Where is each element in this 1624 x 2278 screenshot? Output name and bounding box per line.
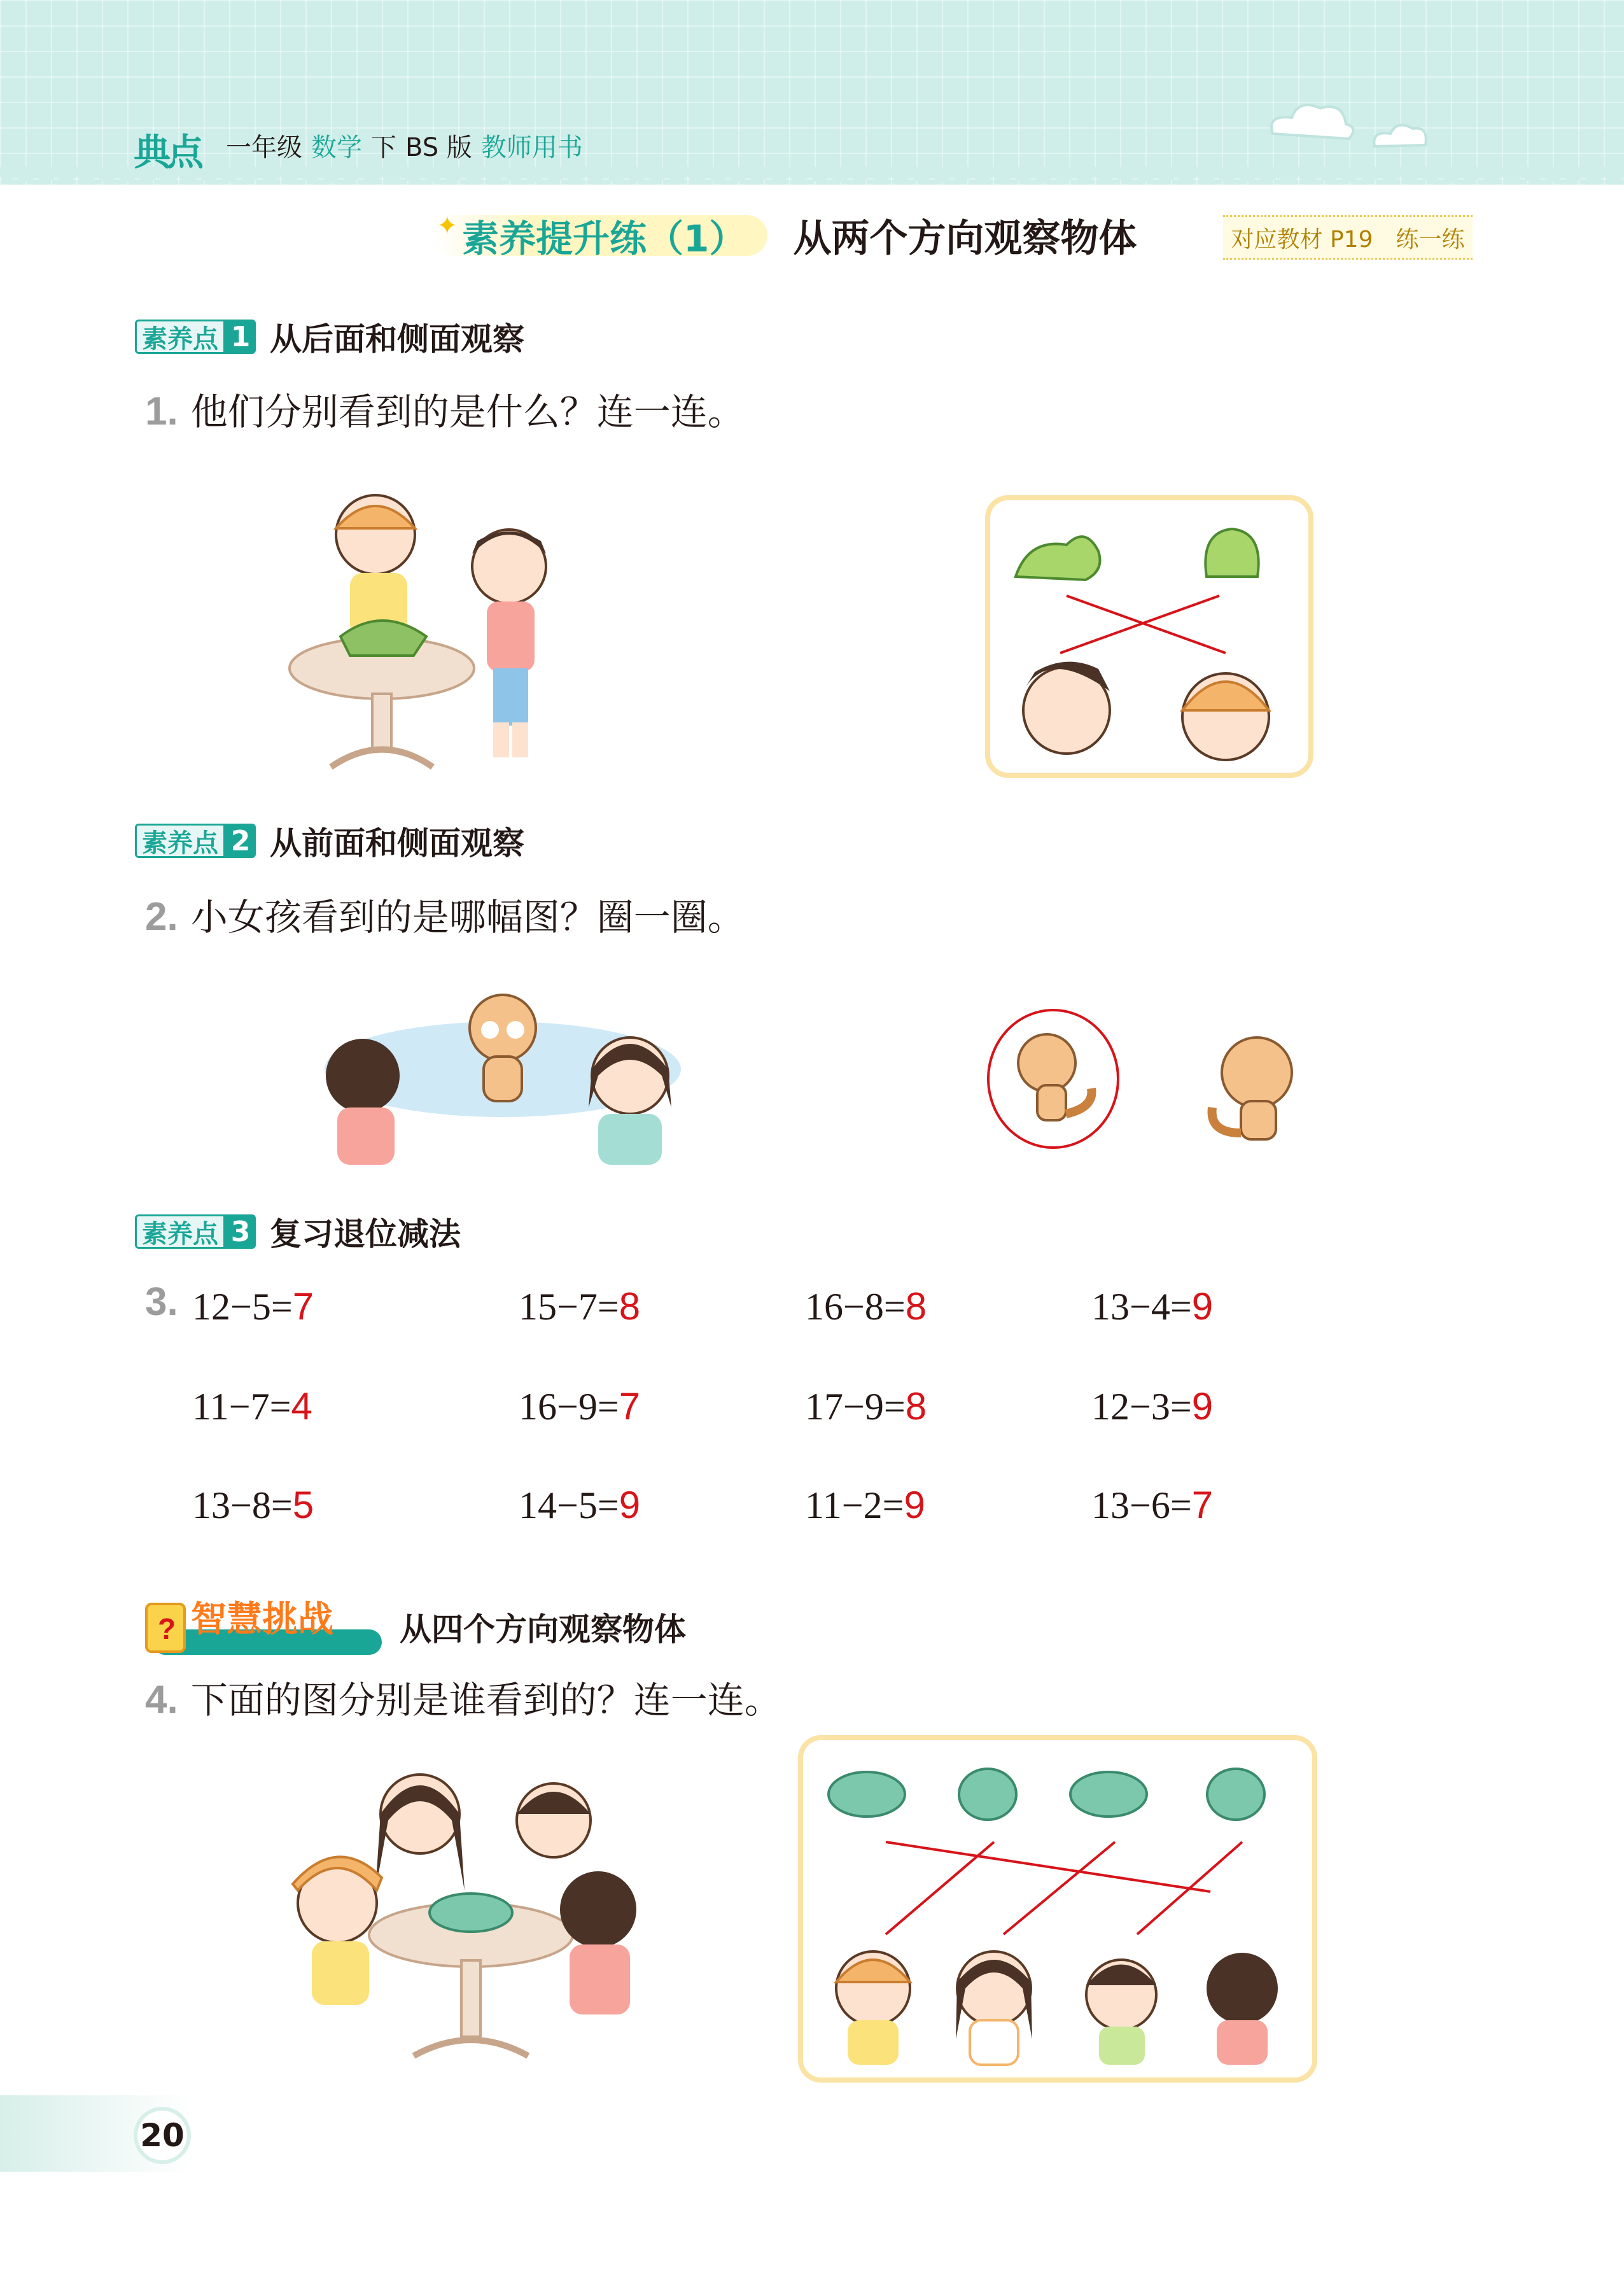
matching-panel-4-content — [803, 1740, 1312, 2078]
tag-label: 素养点 — [135, 1214, 225, 1249]
page-title — [433, 210, 1137, 261]
cloud-icon — [1260, 89, 1362, 153]
tag-number: 1 — [225, 320, 256, 354]
tag-text: 复习退位减法 — [270, 1216, 461, 1253]
challenge-badge-text: 智慧挑战 — [191, 1599, 333, 1640]
equation-expression: 13−6= — [1091, 1484, 1192, 1526]
tag-number: 2 — [225, 824, 256, 858]
equation-expression: 13−8= — [192, 1484, 293, 1526]
textbook-reference: 对应教材 P19 练一练 — [1223, 215, 1473, 260]
section-tag-3 — [135, 1213, 461, 1253]
question-1 — [145, 382, 745, 435]
question-4 — [145, 1670, 781, 1724]
equation-answer: 9 — [904, 1484, 925, 1526]
title-text: 从两个方向观察物体 — [793, 216, 1137, 261]
tag-text: 从后面和侧面观察 — [270, 321, 524, 358]
equation — [805, 1384, 927, 1429]
tag-label: 素养点 — [135, 824, 225, 858]
challenge-title: 从四个方向观察物体 — [400, 1611, 686, 1648]
volume-label: 下 — [371, 133, 396, 162]
equation-answer: 5 — [292, 1484, 314, 1526]
cloud-icon-small — [1368, 115, 1432, 159]
question-number: 1. — [145, 390, 178, 433]
section-tag-2 — [135, 822, 524, 862]
equation-answer: 8 — [905, 1385, 927, 1428]
equation — [519, 1284, 640, 1329]
raccoon-back-view — [1196, 1025, 1311, 1152]
book-info — [226, 127, 592, 164]
equation-answer: 9 — [1191, 1285, 1214, 1328]
equation — [192, 1483, 314, 1528]
matching-panel-1-content — [990, 500, 1308, 773]
equation-expression: 15−7= — [519, 1286, 619, 1328]
equation-expression: 17−9= — [805, 1386, 906, 1428]
equation-answer: 8 — [905, 1285, 927, 1328]
equation-expression: 11−2= — [805, 1484, 904, 1526]
matching-panel-1 — [985, 495, 1313, 778]
book-type-label: 教师用书 — [480, 133, 583, 162]
equation-answer: 7 — [1191, 1484, 1214, 1526]
question-number: 2. — [145, 895, 178, 939]
equation-answer: 4 — [291, 1385, 312, 1428]
equation — [1091, 1284, 1213, 1329]
equation — [1091, 1483, 1213, 1528]
four-children-table-illustration — [280, 1763, 668, 2081]
equation — [519, 1483, 640, 1528]
equation — [805, 1483, 925, 1528]
equation-expression: 11−7= — [192, 1386, 291, 1428]
equation-answer: 7 — [619, 1385, 641, 1428]
equation-answer: 8 — [619, 1285, 641, 1328]
tag-label: 素养点 — [135, 320, 225, 354]
answer-circle — [983, 1006, 1123, 1152]
title-badge-text: 素养提升练（1） — [462, 217, 746, 260]
equation-expression: 14−5= — [519, 1484, 619, 1526]
boys-at-table-illustration — [280, 484, 579, 783]
tag-text: 从前面和侧面观察 — [270, 825, 524, 862]
equation — [192, 1284, 314, 1329]
svg-text:?: ? — [158, 1612, 176, 1645]
raccoon-scene-illustration — [299, 980, 694, 1171]
section-tag-1 — [135, 318, 524, 358]
equation — [1091, 1384, 1213, 1429]
equation-expression: 12−5= — [192, 1286, 293, 1328]
equation-answer: 9 — [619, 1484, 641, 1526]
title-badge — [433, 211, 767, 260]
tag-number: 3 — [225, 1214, 256, 1249]
question-text: 小女孩看到的是哪幅图？圈一圈。 — [190, 896, 745, 939]
header-wave — [0, 167, 1624, 192]
equation — [192, 1384, 312, 1429]
question-text: 下面的图分别是谁看到的？连一连。 — [190, 1678, 781, 1722]
question-text: 他们分别看到的是什么？连一连。 — [190, 390, 745, 433]
brand-logo: 典点 — [134, 130, 200, 174]
page-number: 20 — [134, 2107, 191, 2164]
edition-label: BS 版 — [405, 133, 472, 162]
equation-expression: 12−3= — [1091, 1386, 1192, 1428]
question-number-3: 3. — [145, 1280, 178, 1324]
equation-answer: 9 — [1191, 1385, 1214, 1428]
grade-label: 一年级 — [226, 133, 302, 162]
matching-panel-4 — [798, 1735, 1317, 2083]
equation-expression: 16−8= — [805, 1286, 906, 1328]
equation-answer: 7 — [292, 1285, 314, 1328]
question-2 — [145, 887, 745, 941]
equation-expression: 16−9= — [519, 1386, 619, 1428]
sparkle-icon: ✦ — [437, 211, 458, 241]
equation-expression: 13−4= — [1091, 1286, 1192, 1328]
question-number: 4. — [145, 1678, 178, 1722]
subject-label: 数学 — [311, 133, 362, 162]
equation — [805, 1284, 927, 1329]
equation — [519, 1384, 640, 1429]
